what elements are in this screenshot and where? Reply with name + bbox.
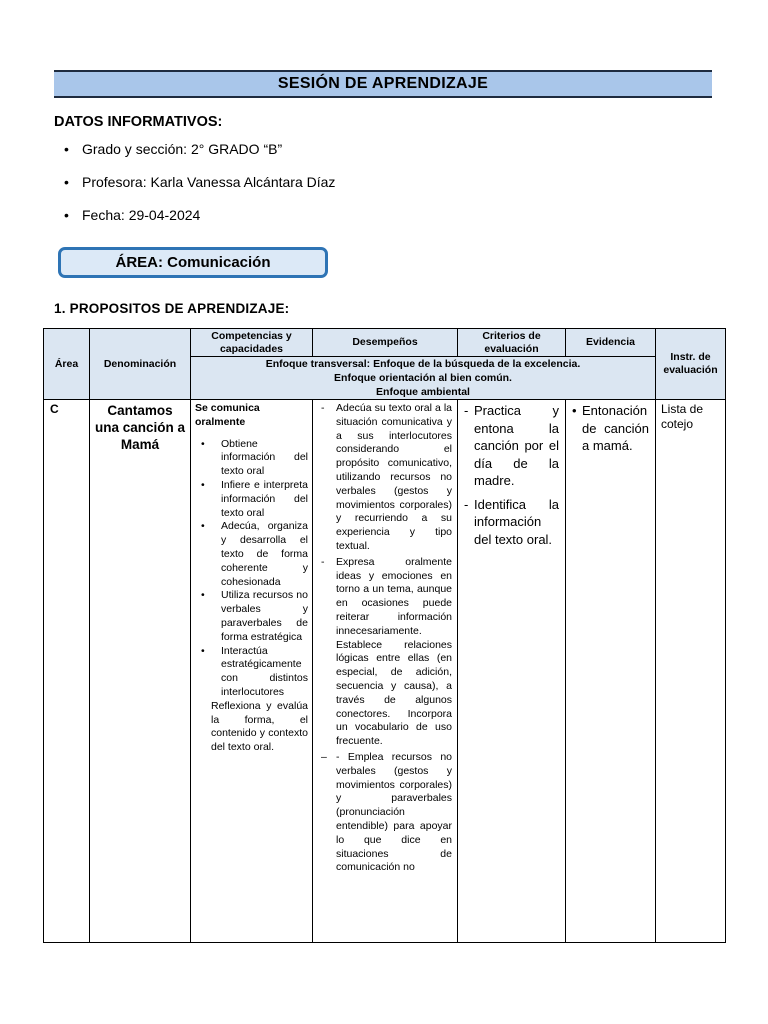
enfoque-bien-comun: Enfoque orientación al bien común. <box>334 372 512 384</box>
evidencia-cell <box>566 400 656 943</box>
denominacion-cell: Cantamos una canción a Mamá <box>90 400 191 943</box>
evidencia-marker: • <box>572 403 577 418</box>
header-competencias: Competencias y capacidades <box>191 329 313 357</box>
info-grado: • Grado y sección: 2° GRADO “B” <box>62 140 335 173</box>
desempeno-item <box>321 751 452 875</box>
evidencia-item <box>572 402 649 455</box>
section-heading: 1. PROPOSITOS DE APRENDIZAJE: <box>54 301 290 316</box>
desempeno-marker: - <box>321 555 325 568</box>
info-list <box>62 140 335 239</box>
competencias-cell <box>191 400 313 943</box>
page-title: SESIÓN DE APRENDIZAJE <box>54 70 712 98</box>
header-criterios: Criterios de evaluación <box>458 329 566 357</box>
capacidad-item: • Infiere e interpreta información del texto oral <box>195 479 308 520</box>
header-evidencia: Evidencia <box>566 329 656 357</box>
enfoque-ambiental: Enfoque ambiental <box>376 386 470 398</box>
desempeno-text: Expresa oralmente ideas y emociones en torno a un tema, aunque en ocasiones puede reiterar información innecesariamente. Establece relaciones lógicas entre ellas (en especial, de adición, secuencia y causa), a través de algunos conectores. Incorpora un vocabulario de uso frecuente. <box>336 555 452 748</box>
header-desempenos: Desempeños <box>313 329 458 357</box>
desempeno-marker: – <box>321 750 327 763</box>
header-area: Área <box>44 329 90 400</box>
evidencia-text: Entonación de canción a mamá. <box>582 403 649 453</box>
info-fecha: • Fecha: 29-04-2024 <box>62 206 335 239</box>
enfoque-transversal: Enfoque transversal: Enfoque de la búsqueda de la excelencia. <box>265 358 581 370</box>
criterio-item <box>464 496 559 549</box>
capacidades-list <box>195 438 308 700</box>
criterio-marker: - <box>464 403 469 418</box>
desempeno-text: - Emplea recursos no verbales (gestos y movimientos corporales) y paraverbales (pronunciación entendible) para apoyar lo que dice en situaciones de comunicación no <box>336 750 452 874</box>
criterio-marker: - <box>464 496 469 512</box>
capacidad-item: • Adecúa, organiza y desarrolla el texto de forma coherente y cohesionada <box>195 520 308 589</box>
propositos-table <box>43 328 726 943</box>
datos-informativos-heading: DATOS INFORMATIVOS: <box>54 114 223 130</box>
desempeno-marker: - <box>321 402 325 414</box>
criterio-item <box>464 402 559 490</box>
criterios-cell <box>458 400 566 943</box>
enfoques-cell <box>191 357 656 400</box>
header-instr: Instr. de evaluación <box>656 329 726 400</box>
area-cell: C <box>44 400 90 943</box>
header-denominacion: Denominación <box>90 329 191 400</box>
instr-cell: Lista de cotejo <box>656 400 726 943</box>
desempeno-text: Adecúa su texto oral a la situación comunicativa y a sus interlocutores considerando el propósito comunicativo, utilizando recursos no verbales (gestos y movimientos corporales) y recurriendo a su experiencia y tipo textual. <box>336 402 452 552</box>
desempenos-cell <box>313 400 458 943</box>
desempeno-item <box>321 556 452 749</box>
capacidad-item: • Utiliza recursos no verbales y paraverbales de forma estratégica <box>195 589 308 644</box>
area-label-box <box>58 247 328 278</box>
desempeno-item <box>321 402 452 554</box>
capacidad-item: • Obtiene información del texto oral <box>195 438 308 479</box>
reflexiona-text: Reflexiona y evalúa la forma, el contenido y contexto del texto oral. <box>211 699 308 754</box>
criterio-text: Identifica la información del texto oral. <box>474 496 559 547</box>
capacidad-item: • Interactúa estratégicamente con distintos interlocutores <box>195 645 308 700</box>
area-label: ÁREA: Comunicación <box>115 254 271 271</box>
info-profesora: • Profesora: Karla Vanessa Alcántara Díaz <box>62 173 335 206</box>
criterio-text: Practica y entona la canción por el día de la madre. <box>474 403 559 488</box>
competencia-title: Se comunica oralmente <box>195 402 260 428</box>
